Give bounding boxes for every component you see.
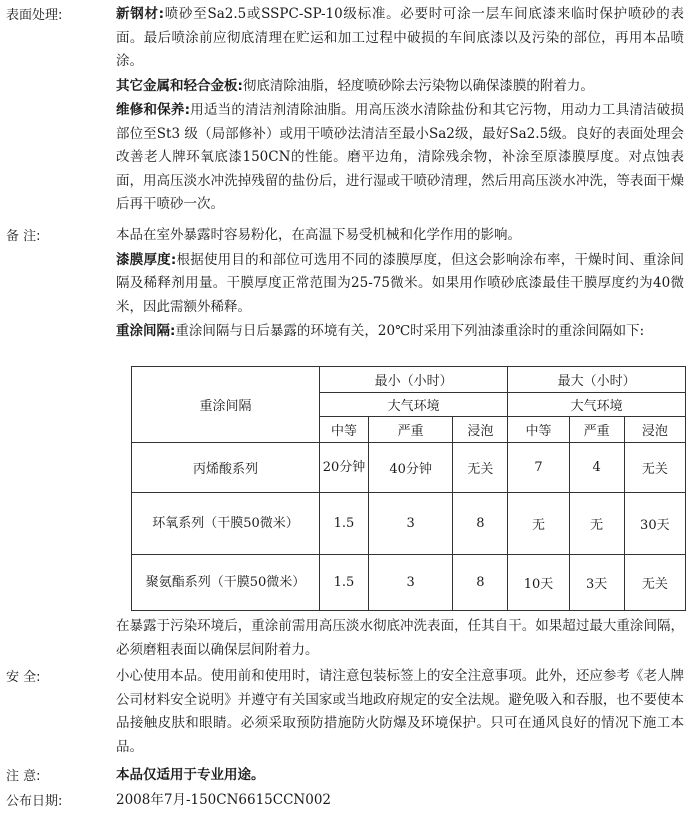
caution-text: 本品仅适用于专业用途。 [116,767,265,783]
table-cell: 无 [569,493,624,555]
table-cell: 无关 [624,555,685,611]
row-name: 聚氨酯系列（干膜50微米） [132,555,320,611]
film-paragraph [116,249,684,320]
table-cell: 4 [569,443,624,493]
recoat-text: 重涂间隔与日后暴露的环境有关，20℃时采用下列油漆重涂时的重涂间隔如下: [175,323,645,339]
notes-label: 备 注: [6,229,41,244]
table-cell: 无关 [453,443,508,493]
table-cell: 8 [453,493,508,555]
table-cell: 无 [508,493,569,555]
table-corner: 重涂间隔 [132,367,320,443]
film-title: 漆膜厚度: [116,251,177,268]
caution-label: 注 意: [6,769,41,784]
table-cell: 无关 [624,443,685,493]
table-row [132,443,686,493]
film-text: 根据使用目的和部位可选用不同的漆膜厚度，但这会影响涂布率，干燥时间、重涂间隔及稀释剂用量。干膜厚度正常范围为25-75微米。如果用作喷砂底漆最佳干膜厚度约为40微米，因此需额外稀释。 [116,251,685,315]
env-max: 大气环境 [508,393,686,417]
recoat-title: 重涂间隔: [116,323,176,339]
sub-header: 严重 [569,417,624,443]
table-cell: 3 [369,493,453,555]
new-steel-text: 喷砂至Sa2.5或SSPC-SP-10级标准。必要时可涂一层车间底漆来临时保护喷砂的表面。最后喷涂前应彻底清理在贮运和加工过程中破损的车间底漆以及污染的部位，再用本品喷涂。 [116,6,684,69]
env-min: 大气环境 [320,393,508,417]
other-metal-title: 其它金属和轻合金板: [116,77,243,94]
table-cell: 7 [508,443,569,493]
table-cell: 3天 [569,555,624,611]
table-cell: 1.5 [320,555,369,611]
publish-text: 2008年7月-150CN6615CCN002 [116,792,332,808]
recoat-table [131,366,686,611]
table-cell: 8 [453,555,508,611]
new-steel-paragraph [116,3,684,74]
table-cell: 1.5 [320,493,369,555]
other-metal-paragraph [116,75,684,99]
notes-intro: 本品在室外暴露时容易粉化，在高温下易受机械和化学作用的影响。 [116,227,521,243]
min-header: 最小（小时） [320,367,508,393]
maintenance-paragraph [116,99,684,217]
sub-header: 中等 [320,417,369,443]
publish-label: 公布日期: [6,794,63,809]
table-row [132,555,686,611]
maintenance-text: 用适当的清洁剂清除油脂。用高压淡水清除盐份和其它污物，用动力工具清洁破损部位至St3 级（局部修补）或用干喷砂法清洁至最小Sa2级，最好Sa2.5级。良好的表面处理会改善老人牌环氧底漆150CN的性能。磨平边角，清除残余物，补涂至原漆膜厚度。对点蚀表面，用高压淡水冲洗掉残留的盐份后，进行湿或干喷砂清理，然后用高压淡水冲洗，等表面干燥后再干喷砂一次。 [116,102,684,212]
table-cell: 40分钟 [369,443,453,493]
other-metal-text: 彻底清除油脂，轻度喷砂除去污染物以确保漆膜的附着力。 [242,77,594,94]
maintenance-title: 维修和保养: [116,102,191,118]
table-cell: 10天 [508,555,569,611]
row-name: 丙烯酸系列 [132,443,320,493]
recoat-paragraph [116,320,684,344]
surface-label: 表面处理: [6,8,63,23]
after-table-text: 在暴露于污染环境后，重涂前需用高压淡水彻底冲洗表面，任其自干。如果超过最大重涂间隔，必须磨粗表面以确保层间附着力。 [116,618,684,658]
new-steel-title: 新钢材: [116,6,165,22]
sub-header: 中等 [508,417,569,443]
row-name: 环氧系列（干膜50微米） [132,493,320,555]
table-cell: 3 [369,555,453,611]
sub-header: 浸泡 [453,417,508,443]
max-header: 最大（小时） [508,367,686,393]
table-cell: 30天 [624,493,685,555]
sub-header: 严重 [369,417,453,443]
table-row [132,493,686,555]
safety-text: 小心使用本品。使用前和使用时，请注意包装标签上的安全注意事项。此外，还应参考《老人牌公司材料安全说明》并遵守有关国家或当地政府规定的安全法规。避免吸入和吞服，也不要使本品接触皮肤和眼睛。必须采取预防措施防火防爆及环境保护。只可在通风良好的情况下施工本品。 [116,668,684,755]
safety-label: 安 全: [6,670,41,685]
table-cell: 20分钟 [320,443,369,493]
sub-header: 浸泡 [624,417,685,443]
